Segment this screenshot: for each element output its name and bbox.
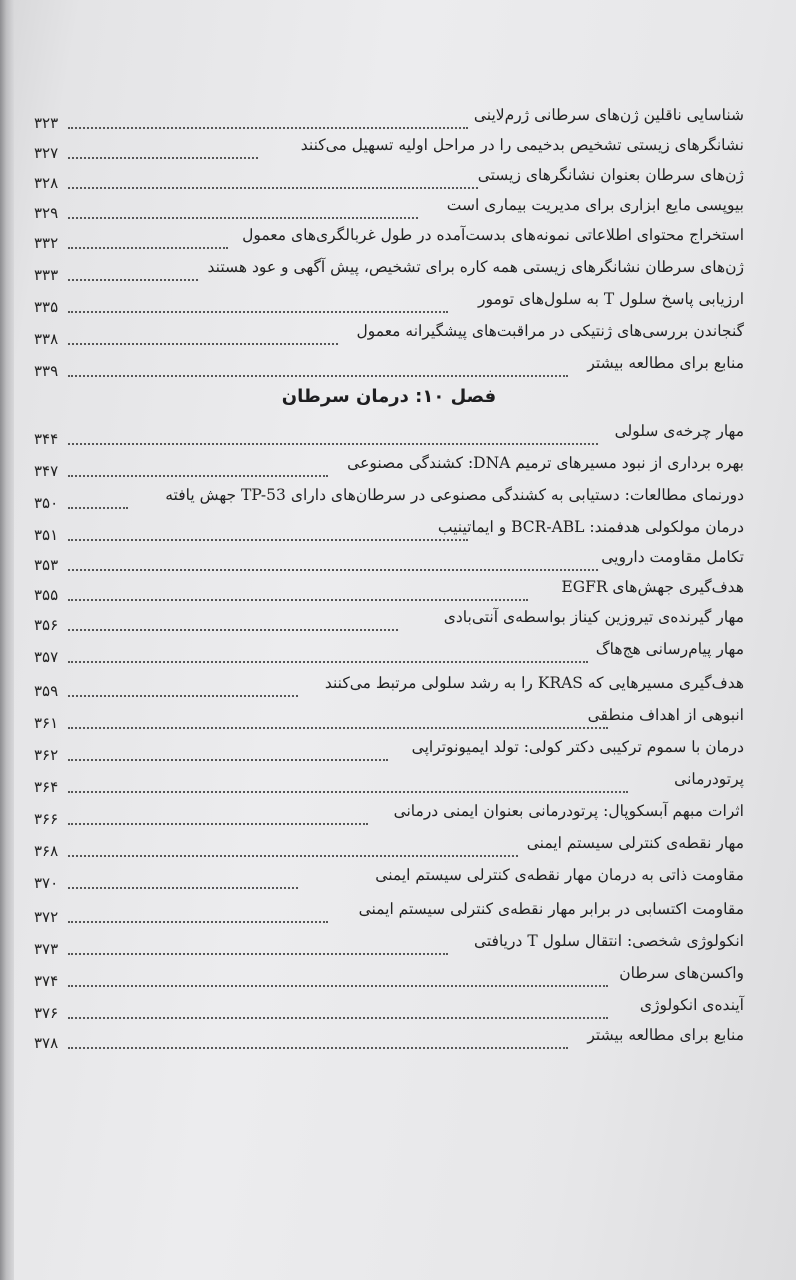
toc-entry-page: ۳۶۴ (34, 778, 59, 796)
toc-entry-title: هدف‌گیری مسیرهایی که KRAS را به رشد سلولی مرتبط می‌کنند (324, 674, 744, 692)
toc-entry-title: دورنمای مطالعات: دستیابی به کشندگی مصنوعی در سرطان‌های دارای TP-53 جهش یافته (165, 486, 744, 504)
toc-entry-title: انبوهی از اهداف منطقی (587, 706, 744, 724)
toc-entry-title: تکامل مقاومت دارویی (601, 548, 744, 566)
table-of-contents (34, 0, 744, 1280)
toc-entry-title: گنجاندن بررسی‌های ژنتیکی در مراقبت‌های پیشگیرانه معمول (356, 322, 744, 340)
toc-entry-title: انکولوژی شخصی: انتقال سلول T دریافتی (473, 932, 744, 950)
toc-leader-dots (68, 985, 608, 987)
toc-entry-page: ۳۵۳ (34, 556, 59, 574)
toc-entry-page: ۳۲۳ (34, 114, 59, 132)
toc-entry-page: ۳۵۹ (34, 682, 59, 700)
toc-leader-dots (68, 1047, 568, 1049)
toc-entry-page: ۳۲۹ (34, 204, 59, 222)
toc-entry (34, 768, 744, 796)
toc-entry-title: شناسایی ناقلین ژن‌های سرطانی ژرم‌لاینی (473, 106, 744, 124)
toc-leader-dots (68, 661, 588, 663)
toc-entry-page: ۳۳۵ (34, 298, 59, 316)
toc-leader-dots (68, 569, 598, 571)
toc-entry-title: درمان با سموم ترکیبی دکتر کولی: تولد ایمیونوتراپی (411, 738, 744, 756)
toc-entry-title: ژن‌های سرطان نشانگرهای زیستی همه کاره برای تشخیص، پیش آگهی و عود هستند (207, 258, 744, 276)
toc-entry (34, 864, 744, 892)
toc-entry (34, 516, 744, 544)
toc-entry-page: ۳۷۶ (34, 1004, 59, 1022)
toc-entry (34, 800, 744, 828)
toc-leader-dots (68, 127, 468, 129)
toc-entry-page: ۳۷۲ (34, 908, 59, 926)
toc-entry-title: ژن‌های سرطان بعنوان نشانگرهای زیستی (477, 166, 744, 184)
toc-entry (34, 420, 744, 448)
toc-entry-page: ۳۵۷ (34, 648, 59, 666)
toc-leader-dots (68, 599, 528, 601)
toc-leader-dots (68, 443, 598, 445)
toc-entry-page: ۳۶۸ (34, 842, 59, 860)
toc-leader-dots (68, 475, 328, 477)
toc-entry (34, 484, 744, 512)
toc-leader-dots (68, 507, 128, 509)
toc-entry-title: منابع برای مطالعه بیشتر (587, 1026, 744, 1044)
toc-leader-dots (68, 539, 468, 541)
toc-entry (34, 704, 744, 732)
toc-entry (34, 606, 744, 634)
toc-entry-title: هدف‌گیری جهش‌های EGFR (561, 578, 744, 596)
toc-entry-page: ۳۵۰ (34, 494, 59, 512)
toc-entry (34, 638, 744, 666)
chapter-title: فصل ۱۰: درمان سرطان (281, 386, 497, 407)
toc-entry (34, 832, 744, 860)
toc-entry-title: پرتودرمانی (674, 770, 744, 788)
toc-leader-dots (68, 887, 298, 889)
toc-entry (34, 194, 744, 222)
toc-leader-dots (68, 343, 338, 345)
toc-leader-dots (68, 279, 198, 281)
toc-entry-title: منابع برای مطالعه بیشتر (587, 354, 744, 372)
toc-entry (34, 104, 744, 132)
toc-leader-dots (68, 759, 388, 761)
toc-entry-title: مهار چرخه‌ی سلولی (614, 422, 744, 440)
toc-leader-dots (68, 1017, 608, 1019)
toc-entry (34, 546, 744, 574)
toc-leader-dots (68, 953, 448, 955)
toc-leader-dots (68, 157, 258, 159)
toc-entry (34, 256, 744, 284)
toc-leader-dots (68, 247, 228, 249)
toc-leader-dots (68, 823, 368, 825)
toc-entry (34, 164, 744, 192)
toc-entry-page: ۳۶۲ (34, 746, 59, 764)
toc-entry-page: ۳۳۲ (34, 234, 59, 252)
toc-entry-page: ۳۷۸ (34, 1034, 59, 1052)
toc-entry-page: ۳۳۳ (34, 266, 59, 284)
toc-entry-title: بیوپسی مایع ابزاری برای مدیریت بیماری است (446, 196, 744, 214)
toc-entry-title: مهار گیرنده‌ی تیروزین کیناز بواسطه‌ی آنتی‌بادی (443, 608, 744, 626)
toc-entry-page: ۳۷۴ (34, 972, 59, 990)
toc-leader-dots (68, 921, 328, 923)
toc-entry (34, 930, 744, 958)
toc-leader-dots (68, 311, 448, 313)
toc-entry-page: ۳۵۶ (34, 616, 59, 634)
toc-entry-title: ارزیابی پاسخ سلول T به سلول‌های تومور (477, 290, 744, 308)
toc-leader-dots (68, 217, 418, 219)
toc-entry-page: ۳۴۷ (34, 462, 59, 480)
toc-entry (34, 352, 744, 380)
toc-entry-title: نشانگرهای زیستی تشخیص بدخیمی را در مراحل اولیه تسهیل می‌کنند (300, 136, 744, 154)
toc-leader-dots (68, 695, 298, 697)
toc-entry-page: ۳۶۱ (34, 714, 59, 732)
toc-entry-page: ۳۳۸ (34, 330, 59, 348)
toc-entry-title: درمان مولکولی هدفمند: BCR-ABL و ایماتینیب (437, 518, 744, 536)
toc-entry-page: ۳۶۶ (34, 810, 59, 828)
toc-entry-title: مقاومت ذاتی به درمان مهار نقطه‌ی کنترلی سیستم ایمنی (375, 866, 744, 884)
toc-entry (34, 320, 744, 348)
toc-entry-title: بهره برداری از نبود مسیرهای ترمیم DNA: کشندگی مصنوعی (347, 454, 744, 472)
toc-entry-page: ۳۵۱ (34, 526, 59, 544)
toc-entry-title: اثرات مبهم آبسکوپال: پرتودرمانی بعنوان ایمنی درمانی (393, 802, 744, 820)
toc-leader-dots (68, 791, 628, 793)
toc-entry-title: واکسن‌های سرطان (619, 964, 744, 982)
toc-leader-dots (68, 187, 478, 189)
toc-leader-dots (68, 629, 398, 631)
toc-entry-page: ۳۷۳ (34, 940, 59, 958)
toc-entry-page: ۳۲۷ (34, 144, 59, 162)
toc-entry-page: ۳۲۸ (34, 174, 59, 192)
toc-entry (34, 994, 744, 1022)
toc-entry (34, 672, 744, 700)
toc-entry-title: آینده‌ی انکولوژی (639, 996, 744, 1014)
toc-entry-page: ۳۷۰ (34, 874, 59, 892)
toc-entry (34, 288, 744, 316)
toc-leader-dots (68, 855, 518, 857)
toc-entry (34, 224, 744, 252)
toc-entry-title: مهار پیام‌رسانی هج‌هاگ (595, 640, 744, 658)
toc-entry-title: استخراج محتوای اطلاعاتی نمونه‌های بدست‌آمده در طول غربالگری‌های معمول (242, 226, 744, 244)
toc-entry-title: مقاومت اکتسابی در برابر مهار نقطه‌ی کنترلی سیستم ایمنی (358, 900, 744, 918)
toc-leader-dots (68, 727, 608, 729)
toc-entry-page: ۳۳۹ (34, 362, 59, 380)
toc-leader-dots (68, 375, 568, 377)
toc-entry (34, 576, 744, 604)
toc-entry (34, 736, 744, 764)
toc-entry (34, 898, 744, 926)
toc-entry-page: ۳۴۴ (34, 430, 59, 448)
toc-entry (34, 962, 744, 990)
toc-entry-title: مهار نقطه‌ی کنترلی سیستم ایمنی (526, 834, 744, 852)
toc-entry-page: ۳۵۵ (34, 586, 59, 604)
toc-entry (34, 1024, 744, 1052)
book-gutter (0, 0, 14, 1280)
toc-entry (34, 452, 744, 480)
toc-entry (34, 134, 744, 162)
